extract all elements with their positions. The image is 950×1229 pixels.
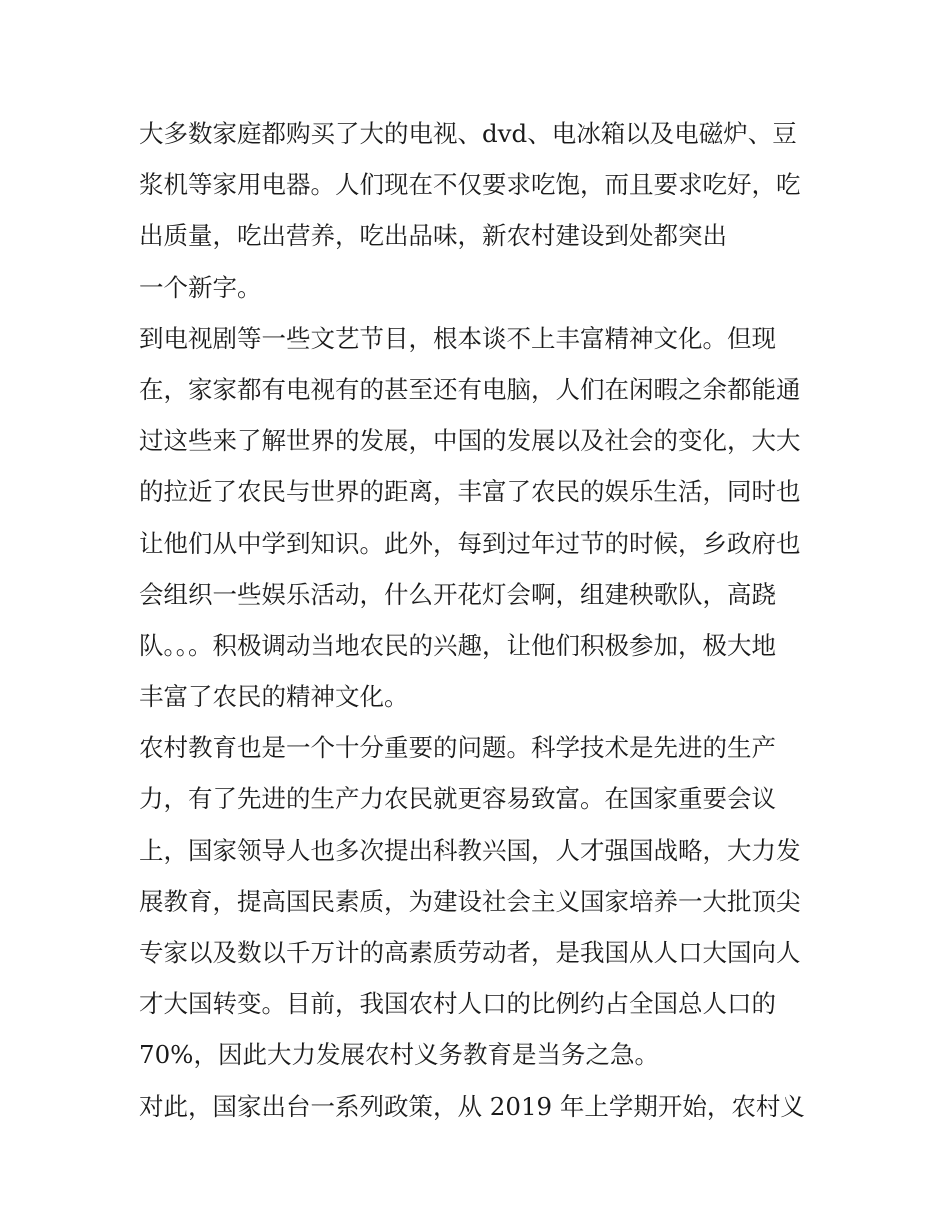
body-text	[139, 108, 819, 1132]
text-line: 上，国家领导人也多次提出科教兴国，人才强国战略，大力发	[139, 835, 801, 865]
text-line: 力，有了先进的生产力农民就更容易致富。在国家重要会议	[139, 784, 776, 814]
text-line: 专家以及数以千万计的高素质劳动者，是我国从人口大国向人	[139, 938, 801, 967]
text-line: 在，家家都有电视有的甚至还有电脑，人们在闲暇之余都能通	[139, 374, 801, 404]
text-line: 一个新字。	[139, 272, 262, 302]
text-line: 过这些来了解世界的发展，中国的发展以及社会的变化，大大	[139, 426, 801, 456]
text-line: 队。。。积极调动当地农民的兴趣，让他们积极参加，极大地	[139, 630, 776, 660]
text-line: 农村教育也是一个十分重要的问题。科学技术是先进的生产	[139, 733, 776, 763]
text-line: 浆机等家用电器。人们现在不仅要求吃饱，而且要求吃好，吃	[139, 170, 801, 200]
text-line: 出质量，吃出营养，吃出品味，新农村建设到处都突出	[139, 221, 727, 251]
text-line: 展教育，提高国民素质，为建设社会主义国家培养一大批顶尖	[139, 886, 801, 916]
text-line: 的拉近了农民与世界的距离，丰富了农民的娱乐生活，同时也	[139, 477, 801, 507]
text-line: 会组织一些娱乐活动，什么开花灯会啊，组建秧歌队，高跷	[139, 579, 776, 609]
text-line: 到电视剧等一些文艺节目，根本谈不上丰富精神文化。但现	[139, 323, 776, 353]
text-line: 丰富了农民的精神文化。	[139, 682, 409, 712]
text-line: 才大国转变。目前，我国农村人口的比例约占全国总人口的	[139, 989, 776, 1019]
text-line: 让他们从中学到知识。此外，每到过年过节的时候，乡政府也	[139, 528, 801, 558]
text-line: 大多数家庭都购买了大的电视、dvd、电冰箱以及电磁炉、豆	[139, 119, 797, 148]
text-line: 70%，因此大力发展农村义务教育是当务之急。	[139, 1040, 659, 1070]
text-line: 对此，国家出台一系列政策，从 2019 年上学期开始，农村义	[139, 1091, 805, 1121]
